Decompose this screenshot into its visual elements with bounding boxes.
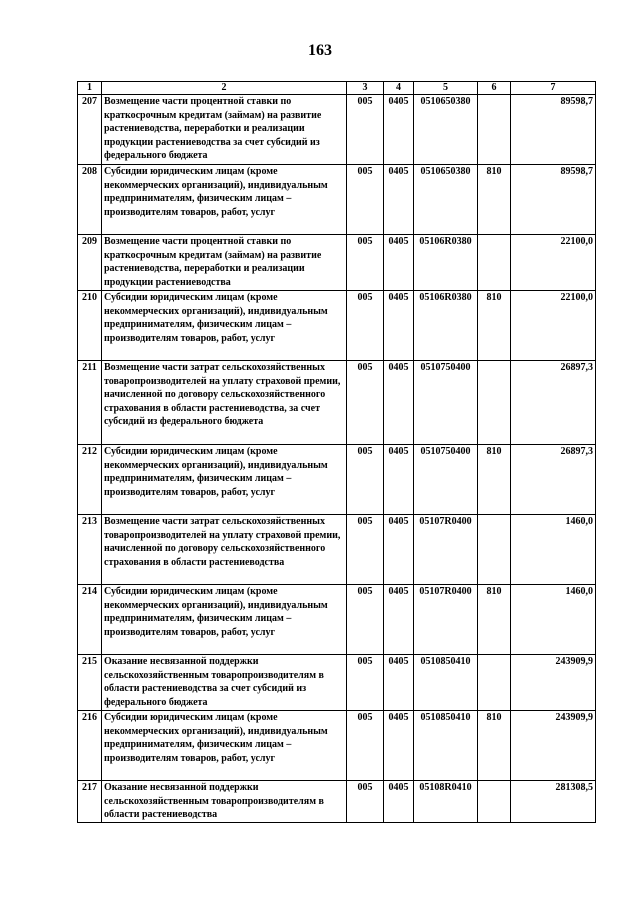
row-number: 209 (78, 235, 102, 291)
row-expense-type: 810 (478, 711, 511, 781)
row-name: Субсидии юридическим лицам (кроме некоммерческих организаций), индивидуальным предпринимателям, физическим лицам – производителям товаров, работ, услуг (102, 165, 347, 235)
header-cell: 5 (414, 82, 478, 95)
row-grbs-code: 005 (347, 585, 384, 655)
row-grbs-code: 005 (347, 781, 384, 823)
row-target-article: 0510850410 (414, 655, 478, 711)
row-amount: 1460,0 (511, 585, 596, 655)
row-name: Возмещение части затрат сельскохозяйственных товаропроизводителей на уплату страховой премии, начисленной по договору сельскохозяйственного страхования в области растениеводства, за счет субсидий из федерального бюджета (102, 361, 347, 445)
row-number: 210 (78, 291, 102, 361)
row-section-code: 0405 (384, 711, 414, 781)
row-grbs-code: 005 (347, 445, 384, 515)
row-target-article: 05107R0400 (414, 515, 478, 585)
row-name: Субсидии юридическим лицам (кроме некоммерческих организаций), индивидуальным предпринимателям, физическим лицам – производителям товаров, работ, услуг (102, 445, 347, 515)
row-expense-type (478, 781, 511, 823)
row-number: 213 (78, 515, 102, 585)
row-expense-type: 810 (478, 585, 511, 655)
header-cell: 3 (347, 82, 384, 95)
table-row (78, 655, 596, 711)
row-grbs-code: 005 (347, 235, 384, 291)
row-name: Возмещение части затрат сельскохозяйственных товаропроизводителей на уплату страховой премии, начисленной по договору сельскохозяйственного страхования в области растениеводства (102, 515, 347, 585)
header-cell: 7 (511, 82, 596, 95)
table-row (78, 165, 596, 235)
row-name: Возмещение части процентной ставки по краткосрочным кредитам (займам) на развитие растениеводства, переработки и реализации продукции растениеводства за счет субсидий из федерального бюджета (102, 95, 347, 165)
row-expense-type: 810 (478, 445, 511, 515)
row-section-code: 0405 (384, 585, 414, 655)
table-row (78, 291, 596, 361)
row-number: 216 (78, 711, 102, 781)
row-amount: 243909,9 (511, 655, 596, 711)
table-row (78, 781, 596, 823)
table-row (78, 585, 596, 655)
row-amount: 22100,0 (511, 235, 596, 291)
header-row (78, 82, 596, 95)
row-name: Оказание несвязанной поддержки сельскохозяйственным товаропроизводителям в области растениеводства за счет субсидий из федерального бюджета (102, 655, 347, 711)
header-cell: 2 (102, 82, 347, 95)
row-grbs-code: 005 (347, 165, 384, 235)
row-target-article: 05106R0380 (414, 291, 478, 361)
table-body (78, 95, 596, 823)
row-section-code: 0405 (384, 361, 414, 445)
table-row (78, 361, 596, 445)
row-section-code: 0405 (384, 781, 414, 823)
budget-table (77, 81, 596, 823)
row-section-code: 0405 (384, 95, 414, 165)
row-target-article: 05108R0410 (414, 781, 478, 823)
row-grbs-code: 005 (347, 95, 384, 165)
header-cell: 4 (384, 82, 414, 95)
row-section-code: 0405 (384, 165, 414, 235)
table-row (78, 711, 596, 781)
row-number: 208 (78, 165, 102, 235)
row-grbs-code: 005 (347, 361, 384, 445)
row-number: 212 (78, 445, 102, 515)
table-row (78, 515, 596, 585)
row-target-article: 0510850410 (414, 711, 478, 781)
row-expense-type (478, 655, 511, 711)
row-amount: 243909,9 (511, 711, 596, 781)
row-section-code: 0405 (384, 445, 414, 515)
row-target-article: 05107R0400 (414, 585, 478, 655)
row-expense-type: 810 (478, 291, 511, 361)
row-expense-type (478, 235, 511, 291)
row-expense-type (478, 95, 511, 165)
page-number: 163 (308, 42, 332, 59)
row-target-article: 0510750400 (414, 361, 478, 445)
row-amount: 26897,3 (511, 445, 596, 515)
table-row (78, 95, 596, 165)
row-section-code: 0405 (384, 655, 414, 711)
table-row (78, 445, 596, 515)
header-cell: 1 (78, 82, 102, 95)
table-row (78, 235, 596, 291)
row-number: 217 (78, 781, 102, 823)
row-target-article: 0510750400 (414, 445, 478, 515)
row-amount: 89598,7 (511, 95, 596, 165)
row-number: 211 (78, 361, 102, 445)
row-target-article: 0510650380 (414, 165, 478, 235)
header-cell: 6 (478, 82, 511, 95)
row-expense-type: 810 (478, 165, 511, 235)
row-amount: 89598,7 (511, 165, 596, 235)
row-number: 207 (78, 95, 102, 165)
row-name: Субсидии юридическим лицам (кроме некоммерческих организаций), индивидуальным предпринимателям, физическим лицам – производителям товаров, работ, услуг (102, 291, 347, 361)
row-name: Возмещение части процентной ставки по краткосрочным кредитам (займам) на развитие растениеводства, переработки и реализации продукции растениеводства (102, 235, 347, 291)
row-target-article: 05106R0380 (414, 235, 478, 291)
row-name: Субсидии юридическим лицам (кроме некоммерческих организаций), индивидуальным предпринимателям, физическим лицам – производителям товаров, работ, услуг (102, 585, 347, 655)
row-grbs-code: 005 (347, 711, 384, 781)
row-name: Субсидии юридическим лицам (кроме некоммерческих организаций), индивидуальным предпринимателям, физическим лицам – производителям товаров, работ, услуг (102, 711, 347, 781)
row-section-code: 0405 (384, 515, 414, 585)
row-expense-type (478, 515, 511, 585)
row-section-code: 0405 (384, 291, 414, 361)
row-amount: 281308,5 (511, 781, 596, 823)
row-grbs-code: 005 (347, 291, 384, 361)
row-amount: 22100,0 (511, 291, 596, 361)
row-number: 215 (78, 655, 102, 711)
row-grbs-code: 005 (347, 515, 384, 585)
row-grbs-code: 005 (347, 655, 384, 711)
row-number: 214 (78, 585, 102, 655)
row-section-code: 0405 (384, 235, 414, 291)
row-name: Оказание несвязанной поддержки сельскохозяйственным товаропроизводителям в области растениеводства (102, 781, 347, 823)
row-target-article: 0510650380 (414, 95, 478, 165)
row-amount: 26897,3 (511, 361, 596, 445)
row-expense-type (478, 361, 511, 445)
row-amount: 1460,0 (511, 515, 596, 585)
